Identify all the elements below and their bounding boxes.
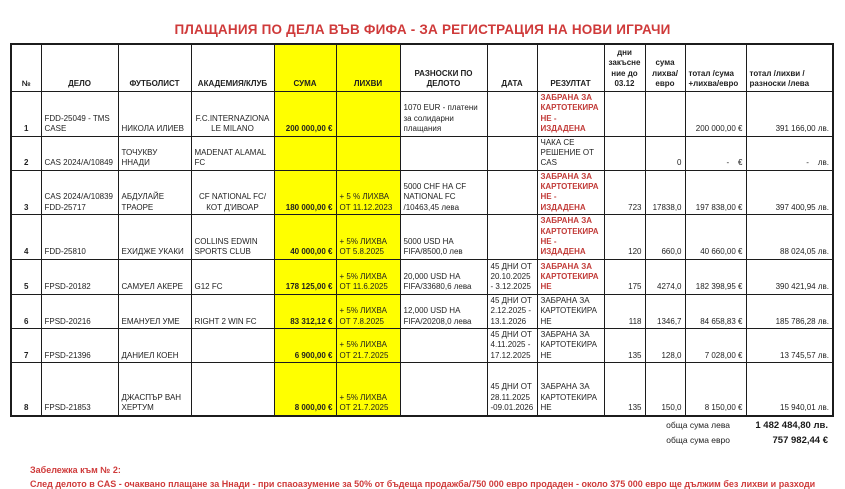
cell-num: 1 <box>11 91 41 136</box>
column-header-num: № <box>11 44 41 91</box>
total-euro-line <box>10 435 828 450</box>
note-heading: Забележка към № 2: <box>30 464 121 475</box>
cell-days: 120 <box>604 215 645 260</box>
cell-days: 175 <box>604 259 645 294</box>
cell-int_eur: 1346,7 <box>645 294 685 328</box>
cell-total_lv: 391 166,00 лв. <box>746 91 833 136</box>
cell-sum: 8 000,00 € <box>274 363 336 416</box>
cell-total_lv: 397 400,95 лв. <box>746 170 833 215</box>
column-header-date: ДАТА <box>487 44 537 91</box>
cell-total_lv: 185 786,28 лв. <box>746 294 833 328</box>
cell-expenses <box>400 136 487 170</box>
column-header-case: ДЕЛО <box>41 44 118 91</box>
cell-date: 45 ДНИ ОТ 20.10.2025 - 3.12.2025 <box>487 259 537 294</box>
cell-case: FPSD-21853 <box>41 363 118 416</box>
cell-result: ЗАБРАНА ЗА КАРТОТЕКИРАНЕ <box>537 328 604 362</box>
cell-int_eur: 0 <box>645 136 685 170</box>
cell-total_eur: 182 398,95 € <box>685 259 746 294</box>
note-body: След делото в CAS - очаквано плащане за Ннади - при спаоазумение за 50% от бъдеща продажба/750 000 евро продаден - около 375 000 евро ще дължим без лихви и разходи <box>30 478 816 489</box>
cell-days: 118 <box>604 294 645 328</box>
cell-result: ЗАБРАНА ЗА КАРТОТЕКИРАНЕ <box>537 363 604 416</box>
table-row <box>11 294 833 328</box>
cell-interest: + 5% ЛИХВА ОТ 7.8.2025 <box>336 294 400 328</box>
cell-expenses: 1070 EUR - платени за солидарни плащания <box>400 91 487 136</box>
cell-club: G12 FC <box>191 259 274 294</box>
cell-case: FPSD-20216 <box>41 294 118 328</box>
cell-player: ЕХИДЖЕ УКАКИ <box>118 215 191 260</box>
cell-sum: 40 000,00 € <box>274 215 336 260</box>
cell-num: 3 <box>11 170 41 215</box>
cell-club <box>191 328 274 362</box>
column-header-expenses: РАЗНОСКИ ПО ДЕЛОТО <box>400 44 487 91</box>
table-row <box>11 91 833 136</box>
cell-total_eur: 200 000,00 € <box>685 91 746 136</box>
cell-club: MADENAT ALAMAL FC <box>191 136 274 170</box>
cell-player: ТОЧУКВУ ННАДИ <box>118 136 191 170</box>
cell-total_lv: 88 024,05 лв. <box>746 215 833 260</box>
cell-sum: 6 900,00 € <box>274 328 336 362</box>
cell-total_eur: - € <box>685 136 746 170</box>
cell-result: ЗАБРАНА ЗА КАРТОТЕКИРАНЕ - ИЗДАДЕНА <box>537 170 604 215</box>
total-leva-label: обща сума лева <box>666 419 730 430</box>
column-header-club: АКАДЕМИЯ/КЛУБ <box>191 44 274 91</box>
column-header-days: дни закъснение до 03.12 <box>604 44 645 91</box>
cell-int_eur: 660,0 <box>645 215 685 260</box>
cell-num: 4 <box>11 215 41 260</box>
totals-section <box>10 420 828 450</box>
cell-date: 45 ДНИ ОТ 2.12.2025 - 13.1.2026 <box>487 294 537 328</box>
table-body <box>11 91 833 416</box>
total-leva-value: 1 482 484,80 лв. <box>755 419 828 431</box>
cell-sum: 180 000,00 € <box>274 170 336 215</box>
table-row <box>11 170 833 215</box>
cell-date <box>487 91 537 136</box>
cell-days: 723 <box>604 170 645 215</box>
cell-expenses: 5000 USD НА FIFA/8500,0 лев <box>400 215 487 260</box>
cell-days <box>604 136 645 170</box>
cell-case: FPSD-21396 <box>41 328 118 362</box>
cell-sum: 200 000,00 € <box>274 91 336 136</box>
note-section <box>30 465 845 489</box>
cell-case: CAS 2024/A/10839 FDD-25717 <box>41 170 118 215</box>
cell-case: FDD-25049 - TMS CASE <box>41 91 118 136</box>
table-row <box>11 215 833 260</box>
cell-date <box>487 136 537 170</box>
cell-player: ДЖАСПЪР ВАН ХЕРТУМ <box>118 363 191 416</box>
cell-int_eur: 17838,0 <box>645 170 685 215</box>
cell-num: 6 <box>11 294 41 328</box>
cell-num: 2 <box>11 136 41 170</box>
cell-int_eur: 128,0 <box>645 328 685 362</box>
cell-num: 8 <box>11 363 41 416</box>
cell-int_eur: 4274,0 <box>645 259 685 294</box>
cell-club: F.C.INTERNAZIONALE MILANO <box>191 91 274 136</box>
cell-player: АБДУЛАЙЕ ТРАОРЕ <box>118 170 191 215</box>
cell-club: RIGHT 2 WIN FC <box>191 294 274 328</box>
cell-result: ЗАБРАНА ЗА КАРТОТЕКИРАНЕ - ИЗДАДЕНА <box>537 91 604 136</box>
header-row <box>11 44 833 91</box>
cell-player: ДАНИЕЛ КОЕН <box>118 328 191 362</box>
cell-date <box>487 215 537 260</box>
table-row <box>11 363 833 416</box>
cell-interest: + 5 % ЛИХВА ОТ 11.12.2023 <box>336 170 400 215</box>
cell-expenses <box>400 363 487 416</box>
cell-club <box>191 363 274 416</box>
cell-result: ЗАБРАНА ЗА КАРТОТЕКИРАНЕ <box>537 259 604 294</box>
cell-date: 45 ДНИ ОТ 4.11.2025 - 17.12.2025 <box>487 328 537 362</box>
cell-result: ЗАБРАНА ЗА КАРТОТЕКИРАНЕ - ИЗДАДЕНА <box>537 215 604 260</box>
cell-case: FDD-25810 <box>41 215 118 260</box>
cell-num: 7 <box>11 328 41 362</box>
cell-days: 135 <box>604 363 645 416</box>
column-header-player: ФУТБОЛИСТ <box>118 44 191 91</box>
page-title: ПЛАЩАНИЯ ПО ДЕЛА ВЪВ ФИФА - ЗА РЕГИСТРАЦИЯ НА НОВИ ИГРАЧИ <box>174 22 671 37</box>
cell-case: CAS 2024/A/10849 <box>41 136 118 170</box>
cell-case: FPSD-20182 <box>41 259 118 294</box>
total-euro-value: 757 982,44 € <box>772 434 828 446</box>
cell-player: САМУЕЛ АКЕРЕ <box>118 259 191 294</box>
cell-result: ЧАКА СЕ РЕШЕНИЕ ОТ CAS <box>537 136 604 170</box>
cell-int_eur <box>645 91 685 136</box>
table-row <box>11 136 833 170</box>
cell-expenses <box>400 328 487 362</box>
cell-total_lv: - лв. <box>746 136 833 170</box>
cell-date <box>487 170 537 215</box>
cell-total_lv: 390 421,94 лв. <box>746 259 833 294</box>
cell-interest <box>336 136 400 170</box>
cell-int_eur: 150,0 <box>645 363 685 416</box>
cell-total_eur: 7 028,00 € <box>685 328 746 362</box>
table-row <box>11 259 833 294</box>
cell-total_eur: 197 838,00 € <box>685 170 746 215</box>
cell-interest: + 5% ЛИХВА ОТ 11.6.2025 <box>336 259 400 294</box>
cell-expenses: 12,000 USD НА FIFA/20208,0 лева <box>400 294 487 328</box>
cell-interest: + 5% ЛИХВА ОТ 21.7.2025 <box>336 363 400 416</box>
column-header-interest: ЛИХВИ <box>336 44 400 91</box>
cell-interest: + 5% ЛИХВА ОТ 21.7.2025 <box>336 328 400 362</box>
cell-interest: + 5% ЛИХВА ОТ 5.8.2025 <box>336 215 400 260</box>
cell-days: 135 <box>604 328 645 362</box>
total-leva-line <box>10 420 828 435</box>
cell-expenses: 5000 CHF НА CF NATIONAL FC /10463,45 лева <box>400 170 487 215</box>
cell-interest <box>336 91 400 136</box>
cell-expenses: 20,000 USD НА FIFA/33680,6 лева <box>400 259 487 294</box>
column-header-total_eur: тотал /сума +лихва/евро <box>685 44 746 91</box>
cell-num: 5 <box>11 259 41 294</box>
cell-result: ЗАБРАНА ЗА КАРТОТЕКИРАНЕ <box>537 294 604 328</box>
cell-player: НИКОЛА ИЛИЕВ <box>118 91 191 136</box>
payments-table <box>10 43 834 417</box>
cell-sum <box>274 136 336 170</box>
cell-total_eur: 40 660,00 € <box>685 215 746 260</box>
column-header-total_lv: тотал /лихви /разноски /лева <box>746 44 833 91</box>
cell-club: CF NATIONAL FC/ КОТ Д'ИВОАР <box>191 170 274 215</box>
cell-sum: 178 125,00 € <box>274 259 336 294</box>
column-header-sum: СУМА <box>274 44 336 91</box>
cell-sum: 83 312,12 € <box>274 294 336 328</box>
table-row <box>11 328 833 362</box>
cell-days <box>604 91 645 136</box>
cell-total_eur: 8 150,00 € <box>685 363 746 416</box>
cell-total_eur: 84 658,83 € <box>685 294 746 328</box>
total-euro-label: обща сума евро <box>666 434 730 445</box>
cell-date: 45 ДНИ ОТ 28.11.2025 -09.01.2026 <box>487 363 537 416</box>
column-header-result: РЕЗУЛТАТ <box>537 44 604 91</box>
cell-club: COLLINS EDWIN SPORTS CLUB <box>191 215 274 260</box>
cell-total_lv: 13 745,57 лв. <box>746 328 833 362</box>
cell-total_lv: 15 940,01 лв. <box>746 363 833 416</box>
column-header-int_eur: сума лихва/евро <box>645 44 685 91</box>
cell-player: ЕМАНУЕЛ УМЕ <box>118 294 191 328</box>
